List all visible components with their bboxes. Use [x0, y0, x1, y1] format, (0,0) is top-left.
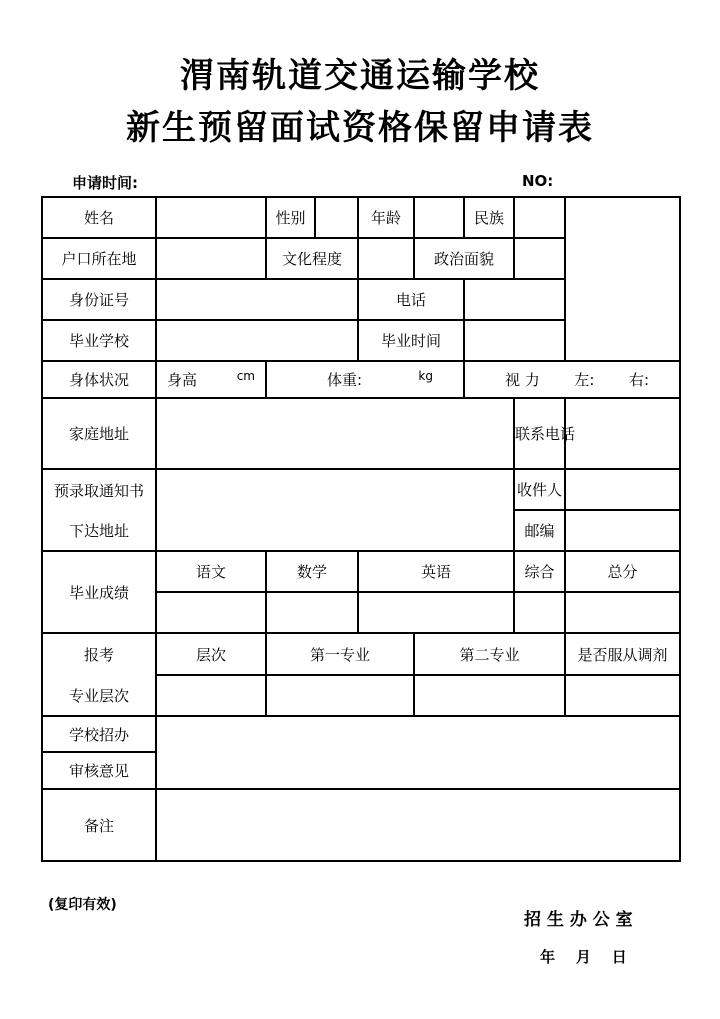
- notice-address-label-2: 下达地址: [42, 510, 156, 551]
- political-field[interactable]: [514, 238, 565, 279]
- no-label: NO:: [522, 172, 554, 190]
- political-label: 政治面貌: [414, 238, 514, 279]
- gender-label: 性别: [266, 197, 315, 238]
- apply-level-label-1: 报考: [42, 633, 156, 675]
- physical-label: 身体状况: [42, 361, 156, 398]
- ethnicity-field[interactable]: [514, 197, 565, 238]
- education-field[interactable]: [358, 238, 414, 279]
- hukou-label: 户口所在地: [42, 238, 156, 279]
- remarks-label: 备注: [42, 789, 156, 861]
- name-label: 姓名: [42, 197, 156, 238]
- grades-label: 毕业成绩: [42, 551, 156, 633]
- vision-left-label: 左:: [574, 371, 595, 389]
- phone-label: 电话: [358, 279, 464, 320]
- comprehensive-score-field[interactable]: [514, 592, 565, 633]
- height-label: 身高: [167, 371, 198, 389]
- vision-cell[interactable]: [464, 361, 680, 398]
- education-label: 文化程度: [266, 238, 358, 279]
- name-field[interactable]: [156, 197, 266, 238]
- ethnicity-label: 民族: [464, 197, 514, 238]
- subject-math: 数学: [266, 551, 358, 592]
- level-label: 层次: [156, 633, 266, 675]
- weight-label: 体重:: [327, 371, 363, 389]
- adjust-label: 是否服从调剂: [565, 633, 680, 675]
- notice-address-label-1: 预录取通知书: [42, 469, 156, 510]
- application-form-table: [41, 196, 681, 862]
- major2-label: 第二专业: [414, 633, 565, 675]
- english-score-field[interactable]: [358, 592, 514, 633]
- apply-level-label-2: 专业层次: [42, 675, 156, 716]
- recipient-label: 收件人: [514, 469, 565, 510]
- math-score-field[interactable]: [266, 592, 358, 633]
- postcode-field[interactable]: [565, 510, 680, 551]
- title-line-2: 新生预留面试资格保留申请表: [126, 108, 594, 148]
- height-unit: cm: [236, 369, 255, 383]
- remarks-field[interactable]: [156, 789, 680, 861]
- weight-cell[interactable]: [266, 361, 464, 398]
- phone-field[interactable]: [464, 279, 565, 320]
- chinese-score-field[interactable]: [156, 592, 266, 633]
- age-field[interactable]: [414, 197, 464, 238]
- adjust-field[interactable]: [565, 675, 680, 716]
- graduate-time-field[interactable]: [464, 320, 565, 361]
- graduate-school-label: 毕业学校: [42, 320, 156, 361]
- recipient-field[interactable]: [565, 469, 680, 510]
- review-field[interactable]: [156, 716, 680, 789]
- notice-address-field[interactable]: [156, 469, 514, 551]
- graduate-time-label: 毕业时间: [358, 320, 464, 361]
- age-label: 年龄: [358, 197, 414, 238]
- home-address-field[interactable]: [156, 398, 514, 469]
- contact-phone-field[interactable]: [565, 398, 680, 469]
- review-label-2: 审核意见: [42, 752, 156, 789]
- title-line-1: 渭南轨道交通运输学校: [180, 56, 540, 96]
- id-number-field[interactable]: [156, 279, 358, 320]
- contact-phone-label: 联系电话: [514, 398, 565, 469]
- subject-english: 英语: [358, 551, 514, 592]
- major1-field[interactable]: [266, 675, 414, 716]
- graduate-school-field[interactable]: [156, 320, 358, 361]
- gender-field[interactable]: [315, 197, 358, 238]
- signature-date: 年 月 日: [540, 948, 627, 966]
- subject-chinese: 语文: [156, 551, 266, 592]
- subject-comprehensive: 综合: [514, 551, 565, 592]
- height-cell[interactable]: [156, 361, 266, 398]
- major1-label: 第一专业: [266, 633, 414, 675]
- hukou-field[interactable]: [156, 238, 266, 279]
- photo-area: [565, 197, 680, 361]
- total-score-field[interactable]: [565, 592, 680, 633]
- id-number-label: 身份证号: [42, 279, 156, 320]
- copy-note: (复印有效): [48, 897, 117, 913]
- review-label-1: 学校招办: [42, 716, 156, 752]
- weight-unit: kg: [418, 369, 433, 383]
- major2-field[interactable]: [414, 675, 565, 716]
- vision-label: 视 力: [505, 371, 540, 389]
- vision-right-label: 右:: [628, 371, 649, 389]
- apply-time-label: 申请时间:: [72, 174, 138, 192]
- home-address-label: 家庭地址: [42, 398, 156, 469]
- level-field[interactable]: [156, 675, 266, 716]
- subject-total: 总分: [565, 551, 680, 592]
- admissions-office: 招 生 办 公 室: [524, 910, 633, 930]
- postcode-label: 邮编: [514, 510, 565, 551]
